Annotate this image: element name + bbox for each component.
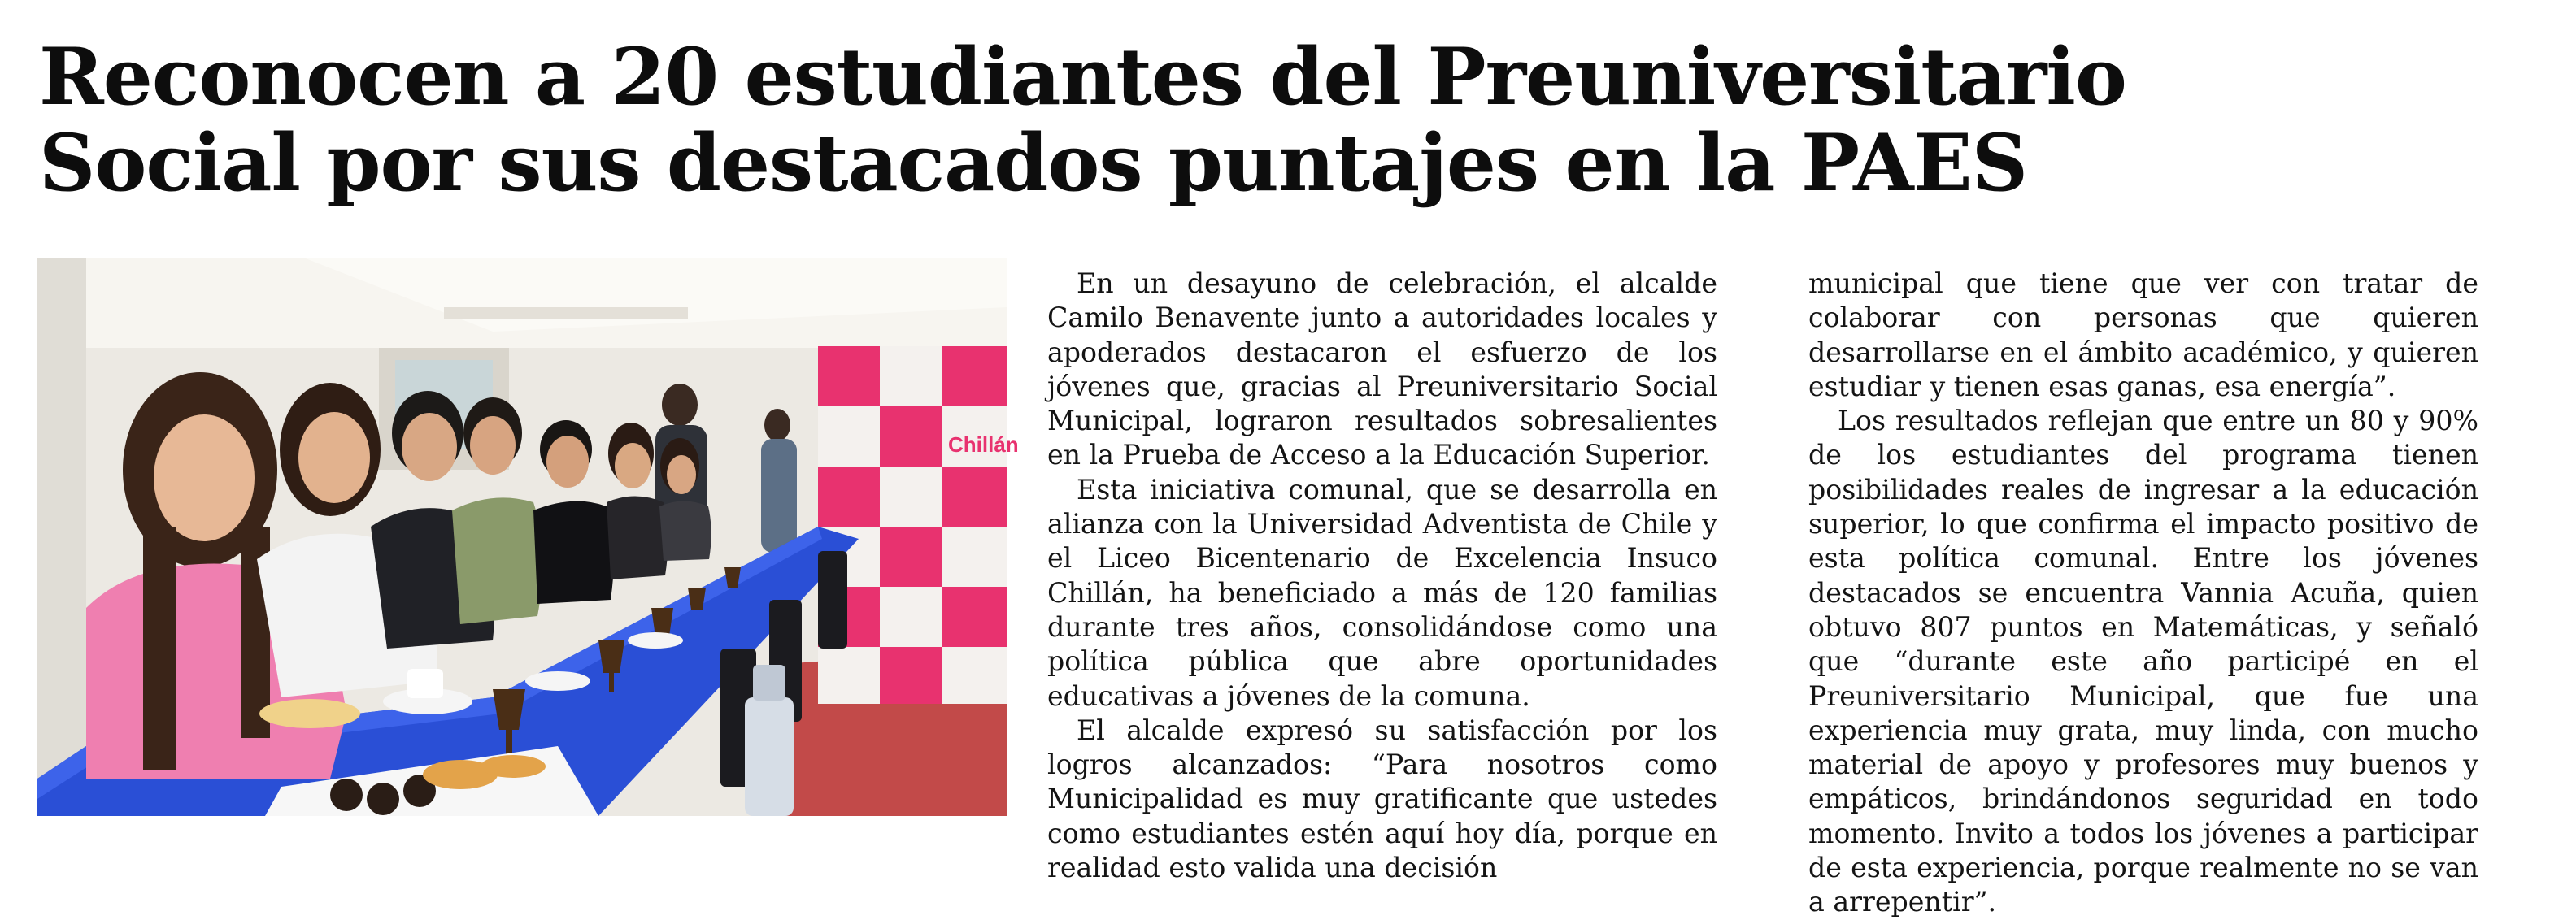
banner: [818, 346, 1019, 704]
article-paragraph: El alcalde expresó su satisfacción por los logros alcanzados: “Para nosotros como Municipalidad es muy gratificante que ustedes como estudiantes estén aquí hoy día, porque en realidad esto valida una decisión: [1047, 714, 1717, 884]
article-column-1: [1047, 267, 1717, 885]
headline: [39, 31, 2169, 209]
article-column-2: [1808, 267, 2478, 920]
article-paragraph: Los resultados reflejan que entre un 80 y 90% de los estudiantes del programa tienen posibilidades reales de ingresar a la educación superior, lo que confirma el impacto positivo de esta política comunal. Entre los jóvenes destacados se encuentra Vannia Acuña, quien obtuvo 807 puntos en Matemáticas, y señaló que “durante este año participé en el Preuniversitario Municipal, que fue una experiencia muy grata, muy linda, con mucho material de apoyo y profesores muy buenos y empáticos, brindándonos seguridad en todo momento. Invito a todos los jóvenes a participar de esta experiencia, porque realmente no se van a arrepentir”.: [1808, 405, 2478, 918]
article-paragraph: En un desayuno de celebración, el alcalde Camilo Benavente junto a autoridades locales y apoderados destacaron el esfuerzo de los jóvenes que, gracias al Preuniversitario Social Municipal, lograron resultados sobresalientes en la Prueba de Acceso a la Educación Superior.: [1047, 267, 1717, 471]
banner-brand-text: Chillán: [948, 432, 1019, 457]
headline-line-2: Social por sus destacados puntajes en la PAES: [39, 117, 2028, 209]
headline-line-1: Reconocen a 20 estudiantes del Preuniversitario: [39, 31, 2126, 123]
article-paragraph-continued: municipal que tiene que ver con tratar de colaborar con personas que quieren desarrollarse en el ámbito académico, y quieren estudiar y tienen esas ganas, esa energía”.: [1808, 267, 2478, 402]
article-paragraph: Esta iniciativa comunal, que se desarrolla en alianza con la Universidad Adventista de Chile y el Liceo Bicentenario de Excelencia Insuco Chillán, ha beneficiado a más de 120 familias durante tres años, consolidándose como una política pública que abre oportunidades educativas a jóvenes de la comuna.: [1047, 473, 1717, 712]
article-photo: [37, 258, 1019, 816]
